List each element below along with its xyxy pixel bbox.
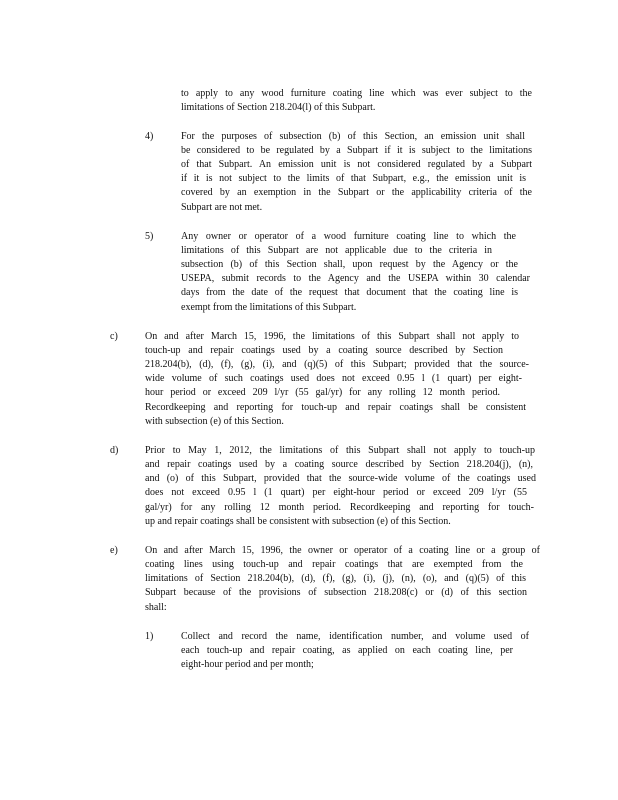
text-line: eight-hour period and per month;	[181, 659, 314, 670]
text-line: hour period or exceed 209 l/yr (55 gal/yr) for any rolling 12 month period.	[145, 387, 500, 398]
text-line: and (o) of this Subpart, provided that the source-wide volume of the coatings used	[145, 473, 536, 484]
text-line: Any owner or operator of a wood furniture coating line to which the	[181, 231, 516, 242]
text-line: Recordkeeping and reporting for touch-up and repair coatings shall be consistent	[145, 402, 526, 413]
text-line: be considered to be regulated by a Subpart if it is subject to the limitations	[181, 145, 532, 156]
text-line: Subpart because of the provisions of subsection 218.208(c) or (d) of this section	[145, 587, 527, 598]
text-line: Collect and record the name, identification number, and volume used of	[181, 631, 529, 642]
text-line: coating lines using touch-up and repair coatings that are exempted from the	[145, 559, 523, 570]
text-line: covered by an exemption in the Subpart or the applicability criteria of the	[181, 187, 532, 198]
text-line: each touch-up and repair coating, as applied on each coating line, per	[181, 645, 513, 656]
text-line: gal/yr) for any rolling 12 month period. Recordkeeping and reporting for touch-	[145, 502, 534, 513]
text-line: days from the date of the request that document that the coating line is	[181, 287, 518, 298]
text-line: On and after March 15, 1996, the owner or operator of a coating line or a group of	[145, 545, 540, 556]
text-line: shall:	[145, 602, 167, 613]
text-line: Prior to May 1, 2012, the limitations of this Subpart shall not apply to touch-up	[145, 445, 535, 456]
item-label: c)	[110, 331, 118, 342]
text-line: For the purposes of subsection (b) of this Section, an emission unit shall	[181, 131, 525, 142]
item-label: 4)	[145, 131, 154, 142]
item-label: 1)	[145, 631, 154, 642]
text-line: USEPA, submit records to the Agency and the USEPA within 30 calendar	[181, 273, 530, 284]
item-label: d)	[110, 445, 119, 456]
text-line: exempt from the limitations of this Subpart.	[181, 302, 357, 313]
text-line: if it is not subject to the limits of that Subpart, e.g., the emission unit is	[181, 173, 526, 184]
text-line: wide volume of such coatings used does not exceed 0.95 l (1 quart) per eight-	[145, 373, 522, 384]
text-line: On and after March 15, 1996, the limitations of this Subpart shall not apply to	[145, 331, 519, 342]
text-line: with subsection (e) of this Section.	[145, 416, 284, 427]
item-label: 5)	[145, 231, 154, 242]
text-line: does not exceed 0.95 l (1 quart) per eight-hour period or exceed 209 l/yr (55	[145, 487, 527, 498]
text-line: limitations of Section 218.204(l) of this Subpart.	[181, 102, 376, 113]
text-line: and repair coatings used by a coating source described by Section 218.204(j), (n),	[145, 459, 533, 470]
item-label: e)	[110, 545, 118, 556]
text-line: touch-up and repair coatings used by a coating source described by Section	[145, 345, 503, 356]
text-line: limitations of Section 218.204(b), (d), (f), (g), (i), (j), (n), (o), and (q)(5) of this	[145, 573, 526, 584]
text-line: Subpart are not met.	[181, 202, 263, 213]
text-line: of that Subpart. An emission unit is not considered regulated by a Subpart	[181, 159, 532, 170]
text-line: to apply to any wood furniture coating line which was ever subject to the	[181, 88, 532, 99]
text-line: limitations of this Subpart are not applicable due to the criteria in	[181, 245, 492, 256]
text-line: subsection (b) of this Section shall, upon request by the Agency or the	[181, 259, 518, 270]
text-line: up and repair coatings shall be consistent with subsection (e) of this Section.	[145, 516, 451, 527]
text-line: 218.204(b), (d), (f), (g), (i), and (q)(5) of this Subpart; provided that the source-	[145, 359, 529, 370]
